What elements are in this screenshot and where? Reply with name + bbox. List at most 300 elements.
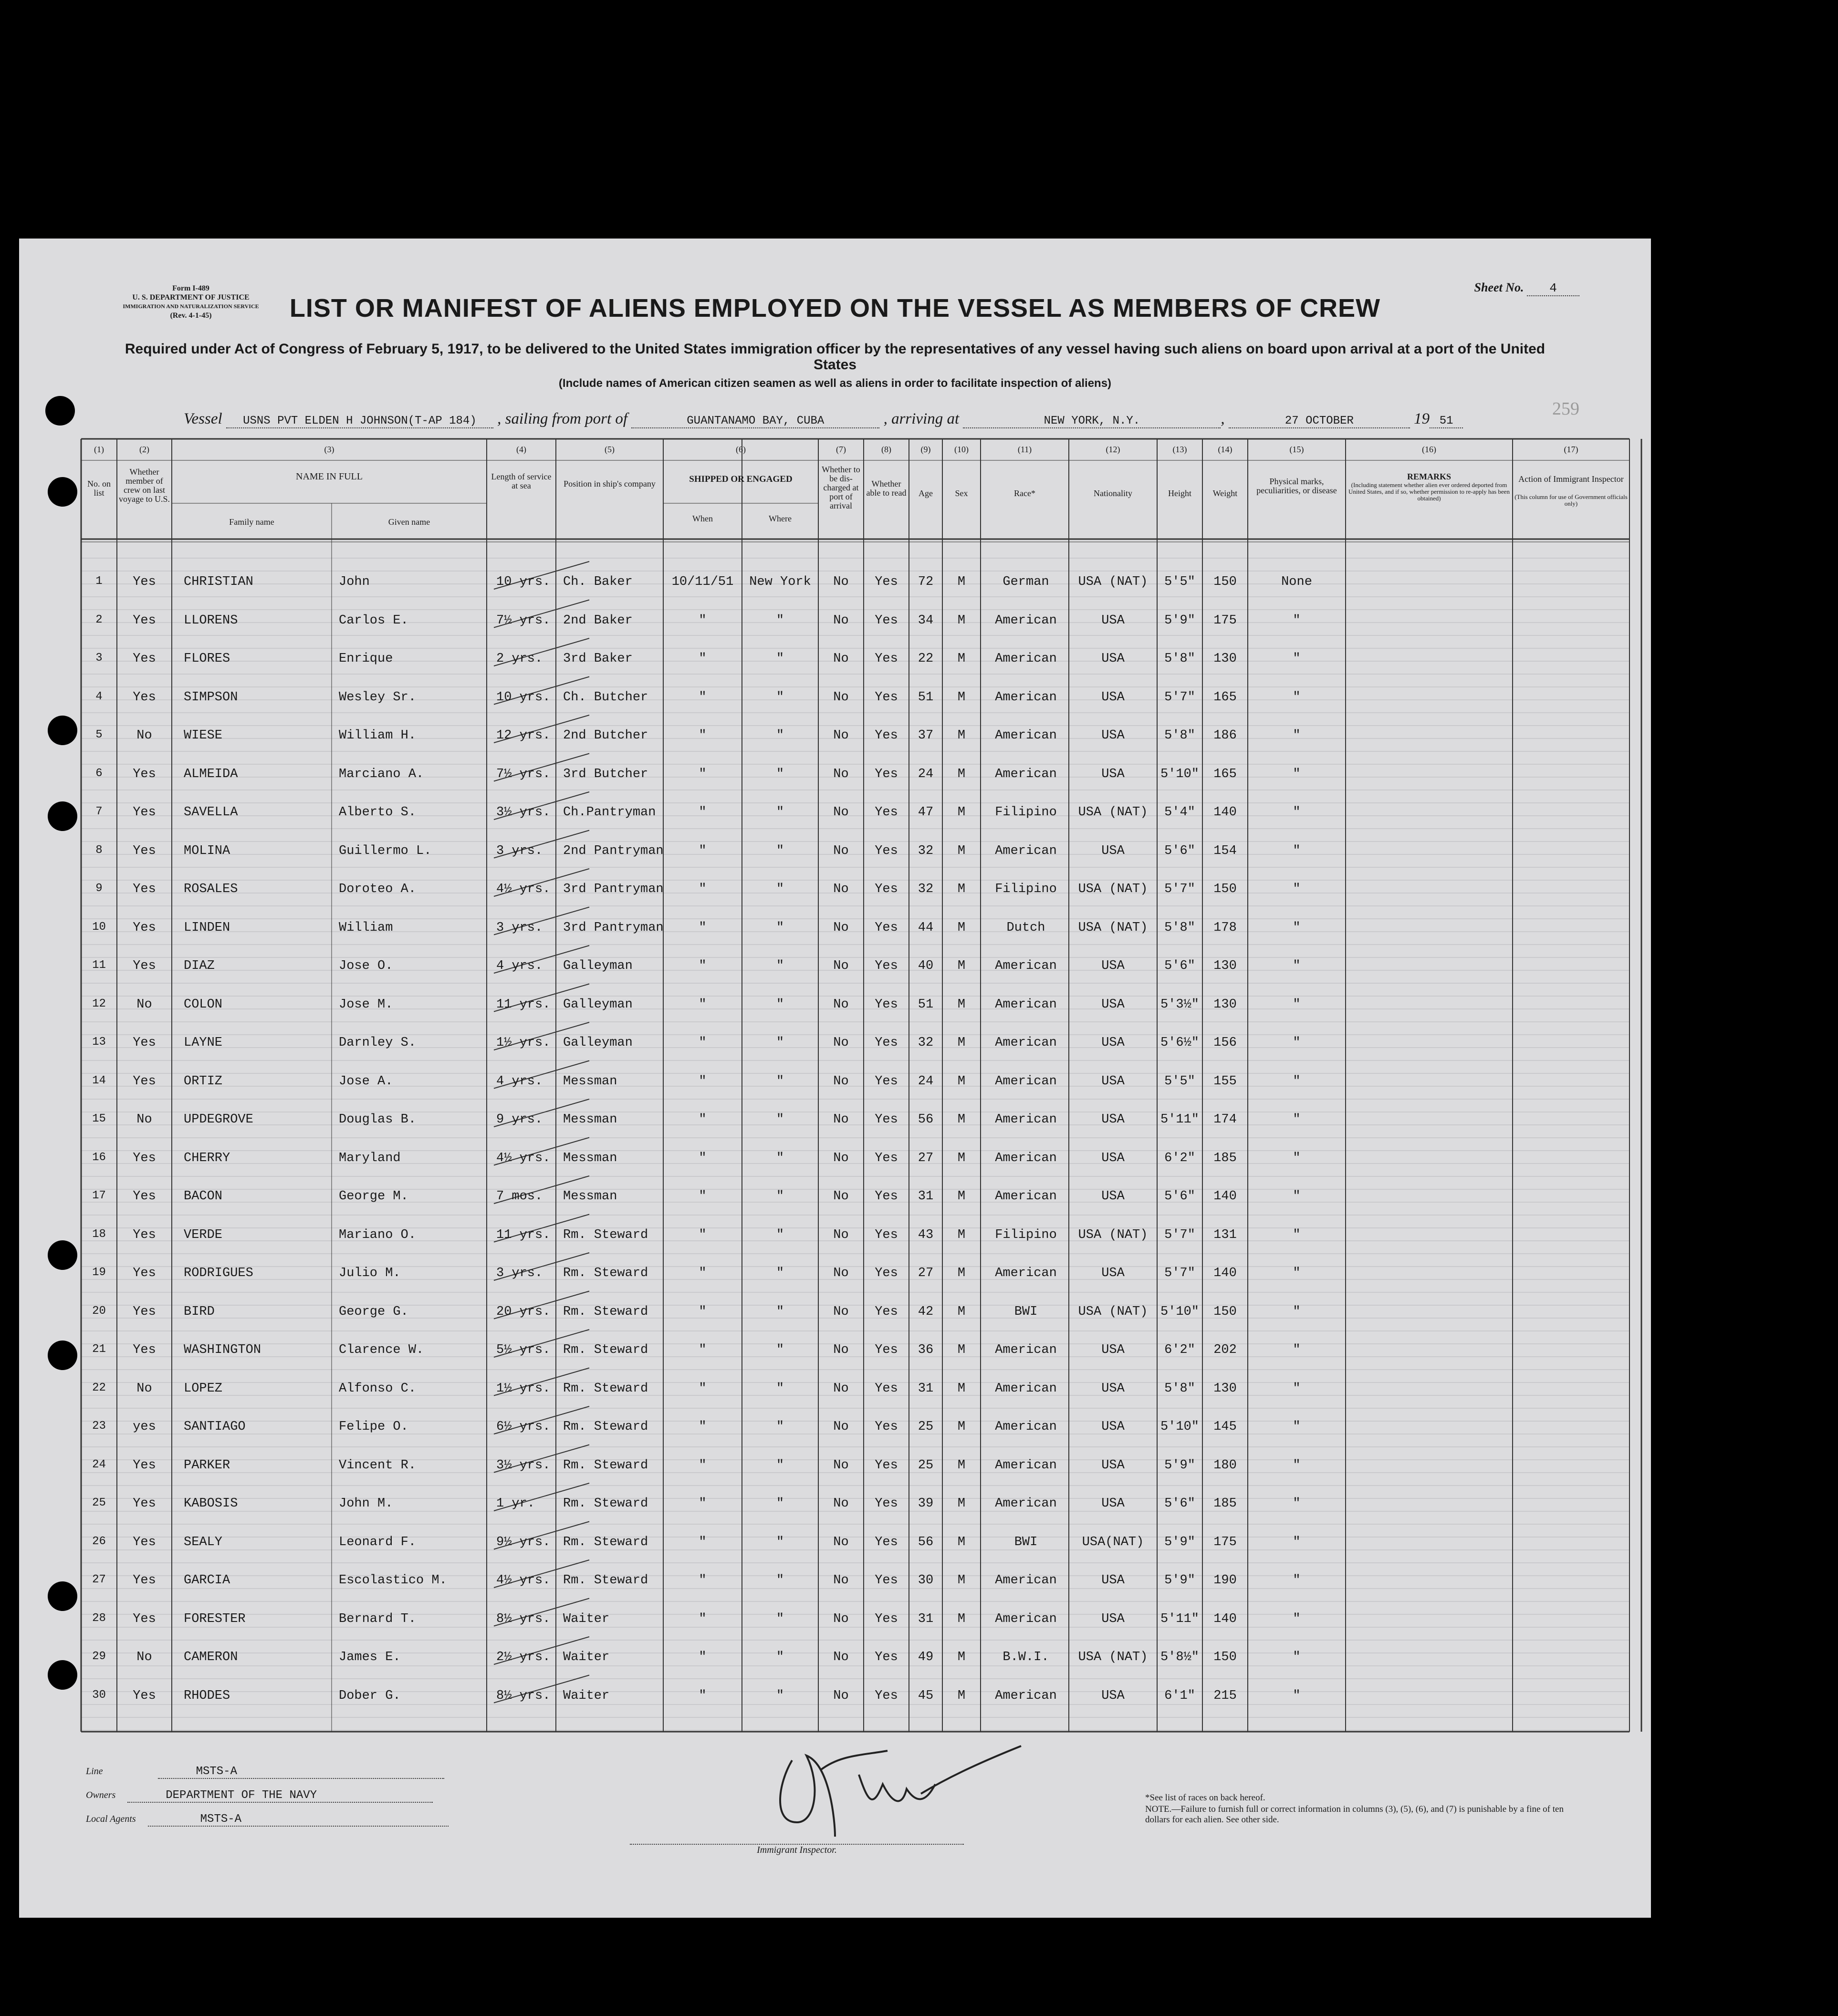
cell-position: Rm. Steward	[563, 1420, 648, 1434]
cell-disch: No	[833, 1420, 849, 1434]
cell-race: American	[995, 1496, 1057, 1511]
cell-member: Yes	[133, 1151, 156, 1165]
cell-nat: USA	[1101, 1266, 1125, 1280]
cell-length: 7 mos.	[496, 1189, 543, 1204]
cell-sex: M	[957, 1189, 966, 1204]
cell-position: 3rd Pantryman	[563, 920, 664, 935]
cell-family: KABOSIS	[184, 1496, 238, 1511]
cell-length: 6½ yrs.	[496, 1420, 551, 1434]
cell-member: Yes	[133, 690, 156, 705]
cell-sex: M	[957, 575, 966, 589]
cell-height: 5'10"	[1160, 1420, 1199, 1434]
cell-member: Yes	[133, 920, 156, 935]
cell-height: 5'9"	[1164, 1535, 1195, 1549]
cell-age: 43	[918, 1227, 934, 1242]
cell-when: "	[699, 805, 707, 820]
cell-member: Yes	[133, 652, 156, 666]
cell-weight: 140	[1213, 1611, 1237, 1626]
cell-given: George M.	[339, 1189, 408, 1204]
cell-read: Yes	[875, 1420, 898, 1434]
cell-race: American	[995, 1458, 1057, 1473]
cell-position: Rm. Steward	[563, 1343, 648, 1357]
cell-member: Yes	[133, 1535, 156, 1549]
cell-height: 5'11"	[1160, 1112, 1199, 1127]
cell-marks: "	[1293, 767, 1301, 781]
cell-sex: M	[957, 1650, 966, 1664]
cell-disch: No	[833, 1112, 849, 1127]
cell-position: Messman	[563, 1189, 617, 1204]
cell-disch: No	[833, 1151, 849, 1165]
year-suffix: 51	[1430, 415, 1463, 428]
cell-nat: USA	[1101, 1381, 1125, 1396]
cell-family: ROSALES	[184, 882, 238, 896]
cell-race: German	[1003, 575, 1049, 589]
cell-position: Messman	[563, 1112, 617, 1127]
cell-sex: M	[957, 1458, 966, 1473]
cell-position: Waiter	[563, 1650, 610, 1664]
cell-when: "	[699, 1688, 707, 1703]
header-given: Given name	[388, 517, 430, 527]
cell-height: 5'7"	[1164, 690, 1195, 705]
cell-when: "	[699, 843, 707, 858]
cell-where: "	[776, 1189, 784, 1204]
cell-length: 11 yrs.	[496, 1227, 551, 1242]
cell-weight: 165	[1213, 767, 1237, 781]
header-shipped: SHIPPED OR ENGAGED	[689, 474, 793, 484]
cell-family: LLORENS	[184, 613, 238, 628]
cell-nat: USA	[1101, 1112, 1125, 1127]
cell-disch: No	[833, 1189, 849, 1204]
cell-age: 34	[918, 613, 934, 628]
cell-no: 5	[95, 728, 103, 741]
cell-read: Yes	[875, 1036, 898, 1050]
cell-where: "	[776, 1496, 784, 1511]
cell-when: "	[699, 1036, 707, 1050]
column-number: (15)	[1289, 445, 1304, 454]
owners-label: Owners	[86, 1790, 116, 1800]
cell-position: Ch.Pantryman	[563, 805, 656, 820]
cell-given: Escolastico M.	[339, 1573, 447, 1588]
header-remarks: REMARKS	[1407, 472, 1451, 481]
cell-weight: 202	[1213, 1343, 1237, 1357]
cell-height: 5'8"	[1164, 1381, 1195, 1396]
cell-read: Yes	[875, 1189, 898, 1204]
cell-given: Leonard F.	[339, 1535, 417, 1549]
cell-race: American	[995, 1112, 1057, 1127]
cell-family: CHERRY	[184, 1151, 230, 1165]
cell-sex: M	[957, 690, 966, 705]
cell-when: "	[699, 1189, 707, 1204]
cell-position: 3rd Pantryman	[563, 882, 664, 896]
cell-race: American	[995, 1189, 1057, 1204]
column-number: (16)	[1422, 445, 1436, 454]
cell-no: 22	[92, 1381, 106, 1394]
cell-marks: "	[1293, 1535, 1301, 1549]
cell-sex: M	[957, 1151, 966, 1165]
cell-height: 6'2"	[1164, 1151, 1195, 1165]
cell-height: 5'7"	[1164, 1227, 1195, 1242]
cell-race: American	[995, 1036, 1057, 1050]
cell-where: New York	[749, 575, 811, 589]
cell-family: CAMERON	[184, 1650, 238, 1664]
column-number: (11)	[1017, 445, 1032, 454]
cell-age: 32	[918, 1036, 934, 1050]
cell-marks: "	[1293, 997, 1301, 1012]
cell-family: FORESTER	[184, 1611, 246, 1626]
cell-family: BIRD	[184, 1304, 215, 1319]
vessel-name: USNS PVT ELDEN H JOHNSON(T-AP 184)	[226, 415, 493, 428]
cell-nat: USA	[1101, 728, 1125, 743]
cell-family: SEALY	[184, 1535, 223, 1549]
cell-where: "	[776, 1535, 784, 1549]
cell-marks: "	[1293, 1420, 1301, 1434]
cell-marks: "	[1293, 1266, 1301, 1280]
cell-given: Felipe O.	[339, 1420, 408, 1434]
cell-disch: No	[833, 1650, 849, 1664]
cell-weight: 150	[1213, 575, 1237, 589]
cell-marks: "	[1293, 1573, 1301, 1588]
cell-nat: USA	[1101, 1420, 1125, 1434]
cell-height: 5'6"	[1164, 843, 1195, 858]
form-department: U. S. DEPARTMENT OF JUSTICE	[132, 293, 250, 301]
cell-no: 4	[95, 690, 103, 703]
cell-marks: "	[1293, 1036, 1301, 1050]
cell-read: Yes	[875, 1112, 898, 1127]
cell-weight: 175	[1213, 613, 1237, 628]
header-sex: Sex	[955, 488, 968, 498]
cell-nat: USA	[1101, 767, 1125, 781]
cell-member: Yes	[133, 1189, 156, 1204]
cell-read: Yes	[875, 1573, 898, 1588]
cell-family: RODRIGUES	[184, 1266, 253, 1280]
cell-no: 17	[92, 1189, 106, 1202]
cell-race: American	[995, 613, 1057, 628]
cell-given: Dober G.	[339, 1688, 401, 1703]
cell-no: 25	[92, 1496, 106, 1509]
cell-length: 1½ yrs.	[496, 1381, 551, 1396]
cell-no: 11	[92, 959, 106, 972]
cell-no: 1	[95, 575, 103, 588]
cell-nat: USA	[1101, 1496, 1125, 1511]
column-number: (2)	[139, 445, 149, 454]
cell-height: 5'4"	[1164, 805, 1195, 820]
cell-family: RHODES	[184, 1688, 230, 1703]
cell-length: 4 yrs.	[496, 1074, 543, 1089]
cell-race: Filipino	[995, 805, 1057, 820]
cell-marks: "	[1293, 1343, 1301, 1357]
owners-field	[86, 1789, 433, 1803]
cell-nat: USA	[1101, 1343, 1125, 1357]
cell-disch: No	[833, 920, 849, 935]
cell-position: Galleyman	[563, 997, 633, 1012]
cell-when: "	[699, 1535, 707, 1549]
cell-weight: 185	[1213, 1496, 1237, 1511]
cell-given: George G.	[339, 1304, 408, 1319]
cell-position: Ch. Baker	[563, 575, 633, 589]
column-number: (14)	[1218, 445, 1232, 454]
cell-when: "	[699, 1496, 707, 1511]
form-number: Form I-489	[172, 284, 209, 292]
cell-marks: "	[1293, 613, 1301, 628]
header-action-note: (This column for use of Government officials only)	[1514, 493, 1628, 507]
cell-when: "	[699, 1343, 707, 1357]
cell-height: 5'6"	[1164, 959, 1195, 973]
cell-age: 42	[918, 1304, 934, 1319]
cell-member: Yes	[133, 805, 156, 820]
cell-no: 18	[92, 1227, 106, 1241]
cell-race: American	[995, 1611, 1057, 1626]
cell-read: Yes	[875, 1611, 898, 1626]
cell-given: John	[339, 575, 370, 589]
cell-age: 25	[918, 1458, 934, 1473]
cell-given: Darnley S.	[339, 1036, 417, 1050]
cell-member: No	[136, 1112, 152, 1127]
cell-read: Yes	[875, 1496, 898, 1511]
inspector-signature	[763, 1727, 1031, 1846]
cell-family: PARKER	[184, 1458, 230, 1473]
cell-read: Yes	[875, 1074, 898, 1089]
cell-weight: 190	[1213, 1573, 1237, 1588]
cell-marks: "	[1293, 1381, 1301, 1396]
cell-race: Dutch	[1006, 920, 1045, 935]
cell-member: Yes	[133, 575, 156, 589]
header-name: NAME IN FULL	[296, 471, 363, 482]
cell-length: 4½ yrs.	[496, 882, 551, 896]
cell-family: WASHINGTON	[184, 1343, 261, 1357]
cell-family: ORTIZ	[184, 1074, 223, 1089]
cell-given: Marciano A.	[339, 767, 424, 781]
header-read: Whether able to read	[866, 479, 907, 498]
cell-read: Yes	[875, 1381, 898, 1396]
cell-height: 6'2"	[1164, 1343, 1195, 1357]
cell-no: 14	[92, 1074, 106, 1087]
cell-when: "	[699, 882, 707, 896]
cell-member: Yes	[133, 1573, 156, 1588]
cell-height: 5'5"	[1164, 575, 1195, 589]
cell-sex: M	[957, 882, 966, 896]
cell-marks: "	[1293, 1304, 1301, 1319]
cell-age: 31	[918, 1381, 934, 1396]
header-member: Whether member of crew on last voyage to U.S.	[119, 467, 170, 504]
cell-member: Yes	[133, 1304, 156, 1319]
cell-where: "	[776, 1074, 784, 1089]
cell-when: "	[699, 997, 707, 1012]
cell-age: 56	[918, 1535, 934, 1549]
agents-field	[86, 1813, 449, 1827]
cell-height: 5'8½"	[1160, 1650, 1199, 1664]
cell-height: 5'7"	[1164, 1266, 1195, 1280]
cell-weight: 180	[1213, 1458, 1237, 1473]
cell-read: Yes	[875, 613, 898, 628]
cell-nat: USA (NAT)	[1078, 882, 1148, 896]
cell-race: American	[995, 843, 1057, 858]
punch-hole	[48, 1240, 77, 1270]
cell-age: 56	[918, 1112, 934, 1127]
cell-no: 29	[92, 1650, 106, 1663]
cell-nat: USA (NAT)	[1078, 805, 1148, 820]
cell-sex: M	[957, 652, 966, 666]
cell-where: "	[776, 1381, 784, 1396]
cell-given: Carlos E.	[339, 613, 408, 628]
punch-hole	[48, 1341, 77, 1370]
cell-read: Yes	[875, 1304, 898, 1319]
cell-given: Doroteo A.	[339, 882, 417, 896]
cell-no: 23	[92, 1420, 106, 1433]
cell-position: Galleyman	[563, 959, 633, 973]
header-family: Family name	[229, 517, 274, 527]
cell-disch: No	[833, 1458, 849, 1473]
cell-read: Yes	[875, 1650, 898, 1664]
cell-length: 8½ yrs.	[496, 1611, 551, 1626]
cell-age: 25	[918, 1420, 934, 1434]
cell-age: 32	[918, 843, 934, 858]
cell-family: WIESE	[184, 728, 223, 743]
cell-family: SANTIAGO	[184, 1420, 246, 1434]
cell-family: LINDEN	[184, 920, 230, 935]
cell-where: "	[776, 767, 784, 781]
cell-nat: USA	[1101, 613, 1125, 628]
requirement-text: Required under Act of Congress of February 5, 1917, to be delivered to the United States immigration officer by the representatives of any vessel having such aliens on board upon arrival at a port of the United States	[125, 341, 1546, 373]
cell-no: 7	[95, 805, 103, 818]
cell-sex: M	[957, 1266, 966, 1280]
cell-where: "	[776, 1688, 784, 1703]
cell-race: American	[995, 767, 1057, 781]
cell-disch: No	[833, 690, 849, 705]
cell-where: "	[776, 1036, 784, 1050]
cell-family: MOLINA	[184, 843, 230, 858]
include-note: (Include names of American citizen seamen as well as aliens in order to facilitate inspection of aliens)	[558, 377, 1112, 390]
cell-member: Yes	[133, 1343, 156, 1357]
cell-no: 26	[92, 1535, 106, 1548]
cell-given: Jose A.	[339, 1074, 393, 1089]
cell-height: 5'6½"	[1160, 1036, 1199, 1050]
cell-length: 3 yrs.	[496, 1266, 543, 1280]
cell-where: "	[776, 1650, 784, 1664]
cell-given: Bernard T.	[339, 1611, 417, 1626]
cell-family: UPDEGROVE	[184, 1112, 253, 1127]
cell-where: "	[776, 1112, 784, 1127]
cell-nat: USA	[1101, 959, 1125, 973]
cell-length: 3½ yrs.	[496, 1458, 551, 1473]
cell-given: Clarence W.	[339, 1343, 424, 1357]
cell-given: Douglas B.	[339, 1112, 417, 1127]
cell-position: Ch. Butcher	[563, 690, 648, 705]
cell-where: "	[776, 997, 784, 1012]
punch-hole	[48, 477, 77, 507]
cell-height: 5'10"	[1160, 1304, 1199, 1319]
cell-where: "	[776, 728, 784, 743]
column-number: (6)	[736, 445, 746, 454]
column-number: (10)	[954, 445, 969, 454]
cell-read: Yes	[875, 575, 898, 589]
cell-given: Alberto S.	[339, 805, 417, 820]
cell-sex: M	[957, 1535, 966, 1549]
cell-disch: No	[833, 767, 849, 781]
cell-age: 27	[918, 1151, 934, 1165]
cell-no: 3	[95, 652, 103, 665]
cell-nat: USA	[1101, 1036, 1125, 1050]
cell-position: Waiter	[563, 1611, 610, 1626]
cell-marks: "	[1293, 1227, 1301, 1242]
cell-marks: "	[1293, 882, 1301, 896]
cell-disch: No	[833, 575, 849, 589]
cell-when: 10/11/51	[671, 575, 734, 589]
cell-no: 27	[92, 1573, 106, 1586]
cell-family: SAVELLA	[184, 805, 238, 820]
cell-length: 12 yrs.	[496, 728, 551, 743]
cell-height: 5'8"	[1164, 728, 1195, 743]
cell-read: Yes	[875, 1343, 898, 1357]
cell-where: "	[776, 1420, 784, 1434]
cell-no: 2	[95, 613, 103, 626]
cell-no: 24	[92, 1458, 106, 1471]
cell-sex: M	[957, 1036, 966, 1050]
header-where: Where	[769, 514, 792, 523]
cell-disch: No	[833, 652, 849, 666]
cell-disch: No	[833, 959, 849, 973]
cell-weight: 156	[1213, 1036, 1237, 1050]
cell-marks: "	[1293, 920, 1301, 935]
cell-age: 37	[918, 728, 934, 743]
cell-member: No	[136, 728, 152, 743]
cell-no: 21	[92, 1343, 106, 1356]
cell-length: 7½ yrs.	[496, 767, 551, 781]
cell-height: 5'6"	[1164, 1189, 1195, 1204]
cell-age: 49	[918, 1650, 934, 1664]
cell-member: Yes	[133, 767, 156, 781]
punch-hole	[48, 1581, 77, 1611]
cell-when: "	[699, 652, 707, 666]
departure-port: GUANTANAMO BAY, CUBA	[631, 415, 879, 428]
cell-read: Yes	[875, 1535, 898, 1549]
cell-weight: 186	[1213, 728, 1237, 743]
cell-member: No	[136, 1381, 152, 1396]
cell-where: "	[776, 690, 784, 705]
cell-where: "	[776, 1458, 784, 1473]
cell-no: 15	[92, 1112, 106, 1125]
cell-where: "	[776, 1573, 784, 1588]
cell-where: "	[776, 1227, 784, 1242]
cell-height: 5'9"	[1164, 1573, 1195, 1588]
cell-where: "	[776, 1611, 784, 1626]
cell-length: 2½ yrs.	[496, 1650, 551, 1664]
cell-family: LOPEZ	[184, 1381, 223, 1396]
cell-weight: 130	[1213, 997, 1237, 1012]
cell-member: Yes	[133, 1458, 156, 1473]
cell-weight: 130	[1213, 1381, 1237, 1396]
cell-nat: USA (NAT)	[1078, 1650, 1148, 1664]
cell-weight: 140	[1213, 1189, 1237, 1204]
cell-where: "	[776, 1266, 784, 1280]
cell-weight: 215	[1213, 1688, 1237, 1703]
cell-height: 5'11"	[1160, 1611, 1199, 1626]
cell-position: Rm. Steward	[563, 1573, 648, 1588]
header-nationality: Nationality	[1094, 488, 1132, 498]
cell-given: Jose M.	[339, 997, 393, 1012]
cell-height: 6'1"	[1164, 1688, 1195, 1703]
cell-sex: M	[957, 1304, 966, 1319]
cell-marks: "	[1293, 690, 1301, 705]
line-value: MSTS-A	[158, 1765, 444, 1779]
cell-read: Yes	[875, 767, 898, 781]
cell-disch: No	[833, 805, 849, 820]
cell-member: No	[136, 1650, 152, 1664]
cell-when: "	[699, 1458, 707, 1473]
cell-marks: "	[1293, 1189, 1301, 1204]
cell-race: American	[995, 997, 1057, 1012]
cell-weight: 150	[1213, 1304, 1237, 1319]
cell-length: 4 yrs.	[496, 959, 543, 973]
